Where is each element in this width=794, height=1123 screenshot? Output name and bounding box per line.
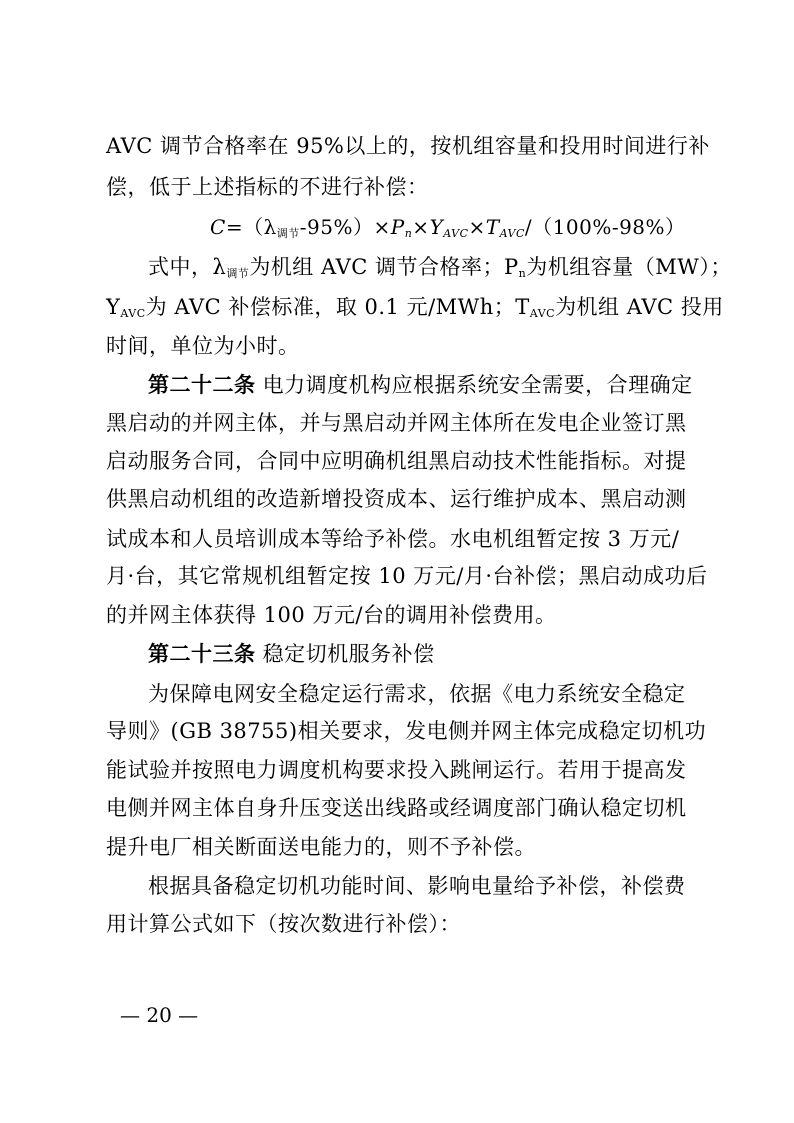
formula-part: × <box>412 215 430 239</box>
formula-sub: 调节 <box>276 227 300 240</box>
text-line <box>106 288 724 326</box>
formula-sub: AVC <box>499 227 525 240</box>
formula-part: =（ <box>225 215 264 239</box>
text-line: 偿，低于上述指标的不进行补偿： <box>106 175 429 199</box>
text-span: 为机组 AVC 投用 <box>555 295 724 319</box>
formula-part: × <box>468 215 486 239</box>
var-sub: 调节 <box>226 267 250 280</box>
text-line: 能试验并按照电力调度机构要求投入跳闸运行。若用于提高发 <box>106 758 687 782</box>
formula-sub: AVC <box>443 227 469 240</box>
formula-sub: n <box>404 227 413 240</box>
text-line: 用计算公式如下（按次数进行补偿）： <box>106 912 461 936</box>
compensation-formula <box>210 208 794 246</box>
formula-lambda: λ <box>263 215 277 239</box>
var-t: T <box>515 295 530 319</box>
text-span: 为机组容量（MW）； <box>526 255 732 279</box>
text-line: 供黑启动机组的改造新增投资成本、运行维护成本、黑启动测 <box>106 487 687 511</box>
text-line: 电侧并网主体自身升压变送出线路或经调度部门确认稳定切机 <box>106 796 687 820</box>
text-line: 为保障电网安全稳定运行需求，依据《电力系统安全稳定 <box>148 682 686 706</box>
var-lambda: λ <box>212 255 227 279</box>
text-line: 的并网主体获得 100 万元/台的调用补偿费用。 <box>106 603 557 627</box>
var-y: Y <box>106 295 121 319</box>
article-23-heading-line <box>148 635 694 673</box>
formula-c: C <box>210 215 226 239</box>
text-line: 导则》(GB 38755)相关要求，发电侧并网主体完成稳定切机功 <box>106 719 707 743</box>
text-line: AVC 调节合格率在 95%以上的，按机组容量和投用时间进行补 <box>106 134 710 158</box>
text-line <box>148 248 732 286</box>
text-span: 为 AVC 补偿标准，取 0.1 元/MWh； <box>145 295 516 319</box>
text-span: 电力调度机构应根据系统安全需要，合理确定 <box>255 373 693 397</box>
text-line: 黑启动的并网主体，并与黑启动并网主体所在发电企业签订黑 <box>106 411 687 435</box>
var-sub: AVC <box>120 307 146 320</box>
text-span: 式中， <box>148 255 213 279</box>
page-number: — 20 — <box>120 1003 199 1027</box>
text-line: 根据具备稳定切机功能时间、影响电量给予补偿，补偿费 <box>148 874 686 898</box>
formula-p: P <box>390 215 405 239</box>
article-23-subtitle: 稳定切机服务补偿 <box>255 642 435 666</box>
text-line: 月·台，其它常规机组暂定按 10 万元/月·台补偿；黑启动成功后 <box>106 564 708 588</box>
text-span: 为机组 AVC 调节合格率； <box>249 255 505 279</box>
var-sub: n <box>518 267 527 280</box>
formula-part: -95%）× <box>299 215 391 239</box>
article-22-title: 第二十二条 <box>148 372 256 397</box>
article-22-heading-line <box>148 366 694 404</box>
formula-y: Y <box>429 215 444 239</box>
var-p: P <box>504 255 519 279</box>
article-23-title: 第二十三条 <box>148 641 256 666</box>
text-line: 启动服务合同，合同中应明确机组黑启动技术性能指标。对提 <box>106 449 687 473</box>
text-line: 提升电厂相关断面送电能力的，则不予补偿。 <box>106 835 536 859</box>
var-sub: AVC <box>529 307 556 320</box>
formula-t: T <box>485 215 500 239</box>
text-line: 时间，单位为小时。 <box>106 334 300 358</box>
text-line: 试成本和人员培训成本等给予补偿。水电机组暂定按 3 万元/ <box>106 527 680 551</box>
formula-part: /（100%-98%） <box>524 215 686 239</box>
